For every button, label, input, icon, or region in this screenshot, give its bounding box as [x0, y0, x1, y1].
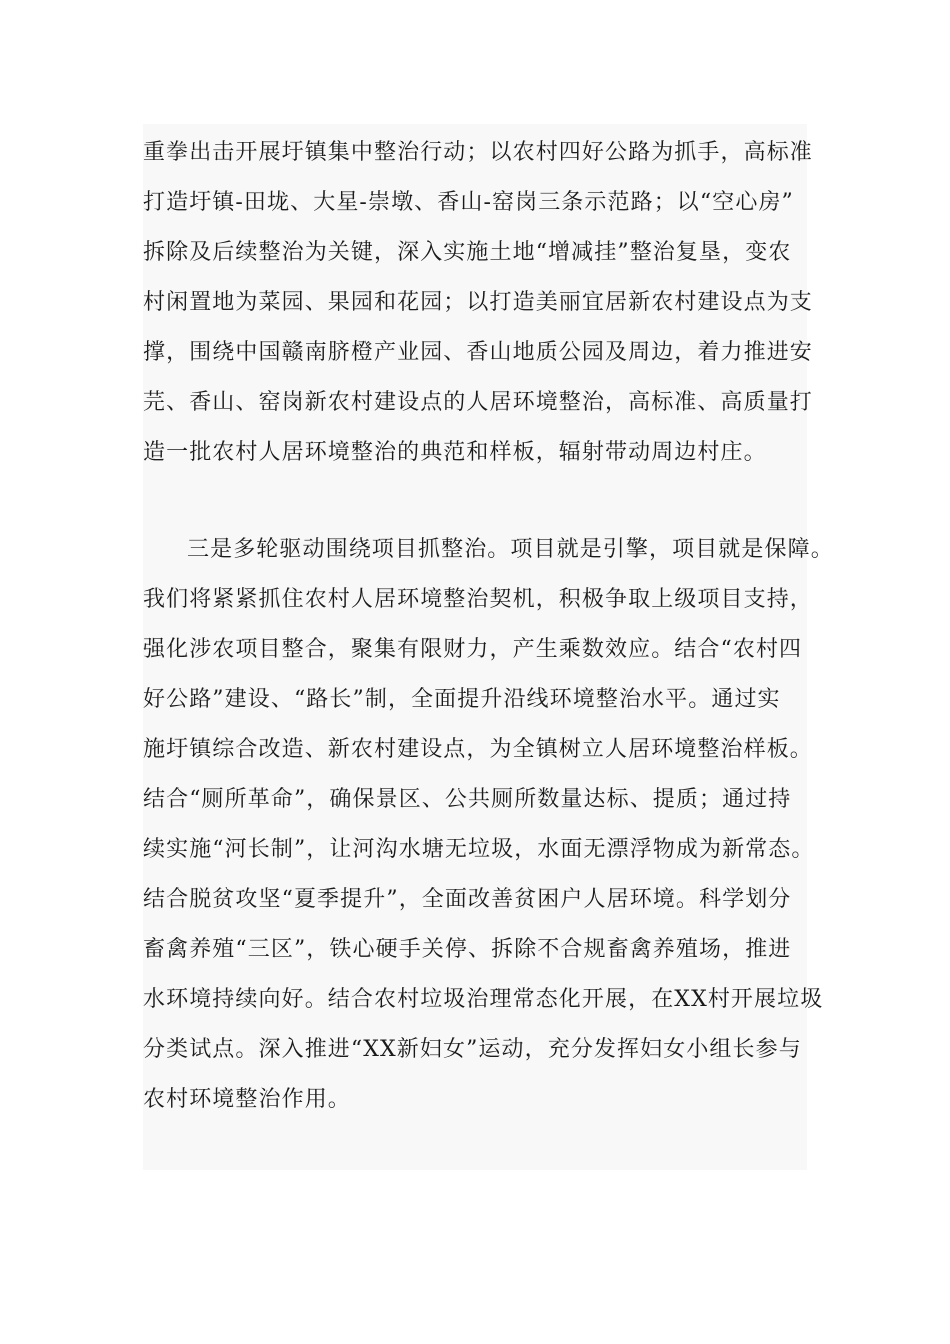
paragraph-2-line: 好公路”建设、“路长”制，全面提升沿线环境整治水平。通过实 — [143, 687, 781, 712]
paragraph-2-line: 三是多轮驱动围绕项目抓整治。项目就是引擎，项目就是保障。 — [187, 537, 834, 562]
paragraph-2-line: 水环境持续向好。结合农村垃圾治理常态化开展，在XX村开展垃圾 — [143, 987, 824, 1012]
paragraph-2-line: 分类试点。深入推进“XX新妇女”运动，充分发挥妇女小组长参与 — [143, 1037, 802, 1062]
paragraph-2-line: 结合脱贫攻坚“夏季提升”，全面改善贫困户人居环境。科学划分 — [143, 887, 792, 912]
paragraph-1-line: 拆除及后续整治为关键，深入实施土地“增减挂”整治复垦，变农 — [143, 240, 792, 265]
paragraph-2-line: 强化涉农项目整合，聚集有限财力，产生乘数效应。结合“农村四 — [143, 637, 803, 662]
paragraph-2-line: 施圩镇综合改造、新农村建设点，为全镇树立人居环境整治样板。 — [143, 737, 813, 762]
paragraph-1-line: 打造圩镇-田垅、大星-崇墩、香山-窑岗三条示范路；以“空心房” — [143, 190, 794, 215]
paragraph-2-line: 结合“厕所革命”，确保景区、公共厕所数量达标、提质；通过持 — [143, 787, 792, 812]
paragraph-2-line: 续实施“河长制”，让河沟水塘无垃圾，水面无漂浮物成为新常态。 — [143, 837, 815, 862]
document-text-block — [143, 124, 834, 1170]
paragraph-1-line: 村闲置地为菜园、果园和花园；以打造美丽宜居新农村建设点为支 — [143, 290, 813, 315]
paragraph-2-line: 农村环境整治作用。 — [143, 1087, 351, 1112]
paragraph-2-line: 畜禽养殖“三区”，铁心硬手关停、拆除不合规畜禽养殖场，推进 — [143, 937, 792, 962]
paragraph-1-line: 重拳出击开展圩镇集中整治行动；以农村四好公路为抓手，高标准 — [143, 140, 813, 165]
paragraph-1-line: 撑，围绕中国赣南脐橙产业园、香山地质公园及周边，着力推进安 — [143, 340, 813, 365]
paragraph-1-line: 芫、香山、窑岗新农村建设点的人居环境整治，高标准、高质量打 — [143, 390, 813, 415]
paragraph-2-line: 我们将紧紧抓住农村人居环境整治契机，积极争取上级项目支持， — [143, 587, 813, 612]
paragraph-1-line: 造一批农村人居环境整治的典范和样板，辐射带动周边村庄。 — [143, 440, 767, 465]
